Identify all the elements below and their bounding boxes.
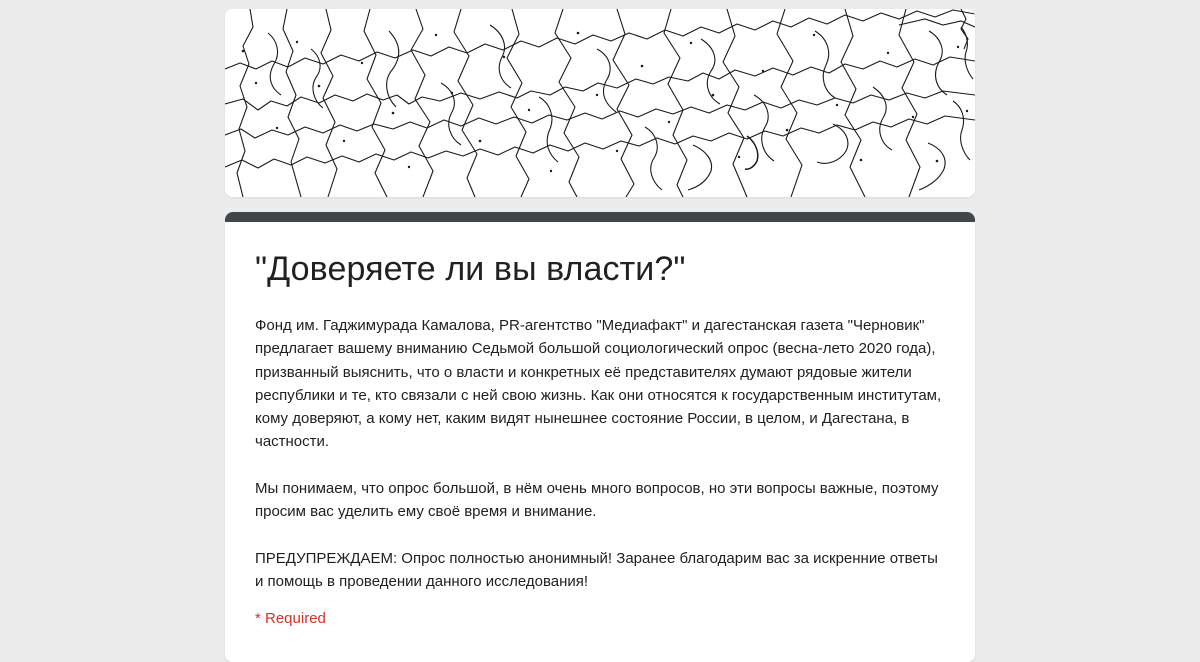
accent-bar [225, 212, 975, 222]
russia-regions-map [225, 9, 975, 197]
required-note: * Required [255, 609, 326, 627]
form-description-paragraph-1: Фонд им. Гаджимурада Камалова, PR-агентство "Медиафакт" и дагестанская газета "Черновик" предлагает вашему вниманию Седьмой большой социологический опрос (весна-лето 2020 года), призванный выяснить, что о власти и конкретных её представителях думают рядовые жители республики и те, кто связали с ней свою жизнь. Как они относятся к государственным институтам, кому доверяют, а кому нет, каким видят нынешнее состояние России, в целом, и Дагестана, в частности. [255, 317, 942, 451]
form-header-content [225, 222, 975, 629]
header-image [225, 9, 975, 197]
form-description-paragraph-2: Мы понимаем, что опрос большой, в нём очень много вопросов, но эти вопросы важные, поэтому просим вас уделить ему своё время и внимание. [255, 480, 939, 521]
form-title: "Доверяете ли вы власти?" [255, 250, 686, 288]
form-header-card [225, 212, 975, 662]
form-description-paragraph-3: ПРЕДУПРЕЖДАЕМ: Опрос полностью анонимный! Заранее благодарим вас за искренние ответы и помощь в проведении данного исследования! [255, 549, 938, 591]
